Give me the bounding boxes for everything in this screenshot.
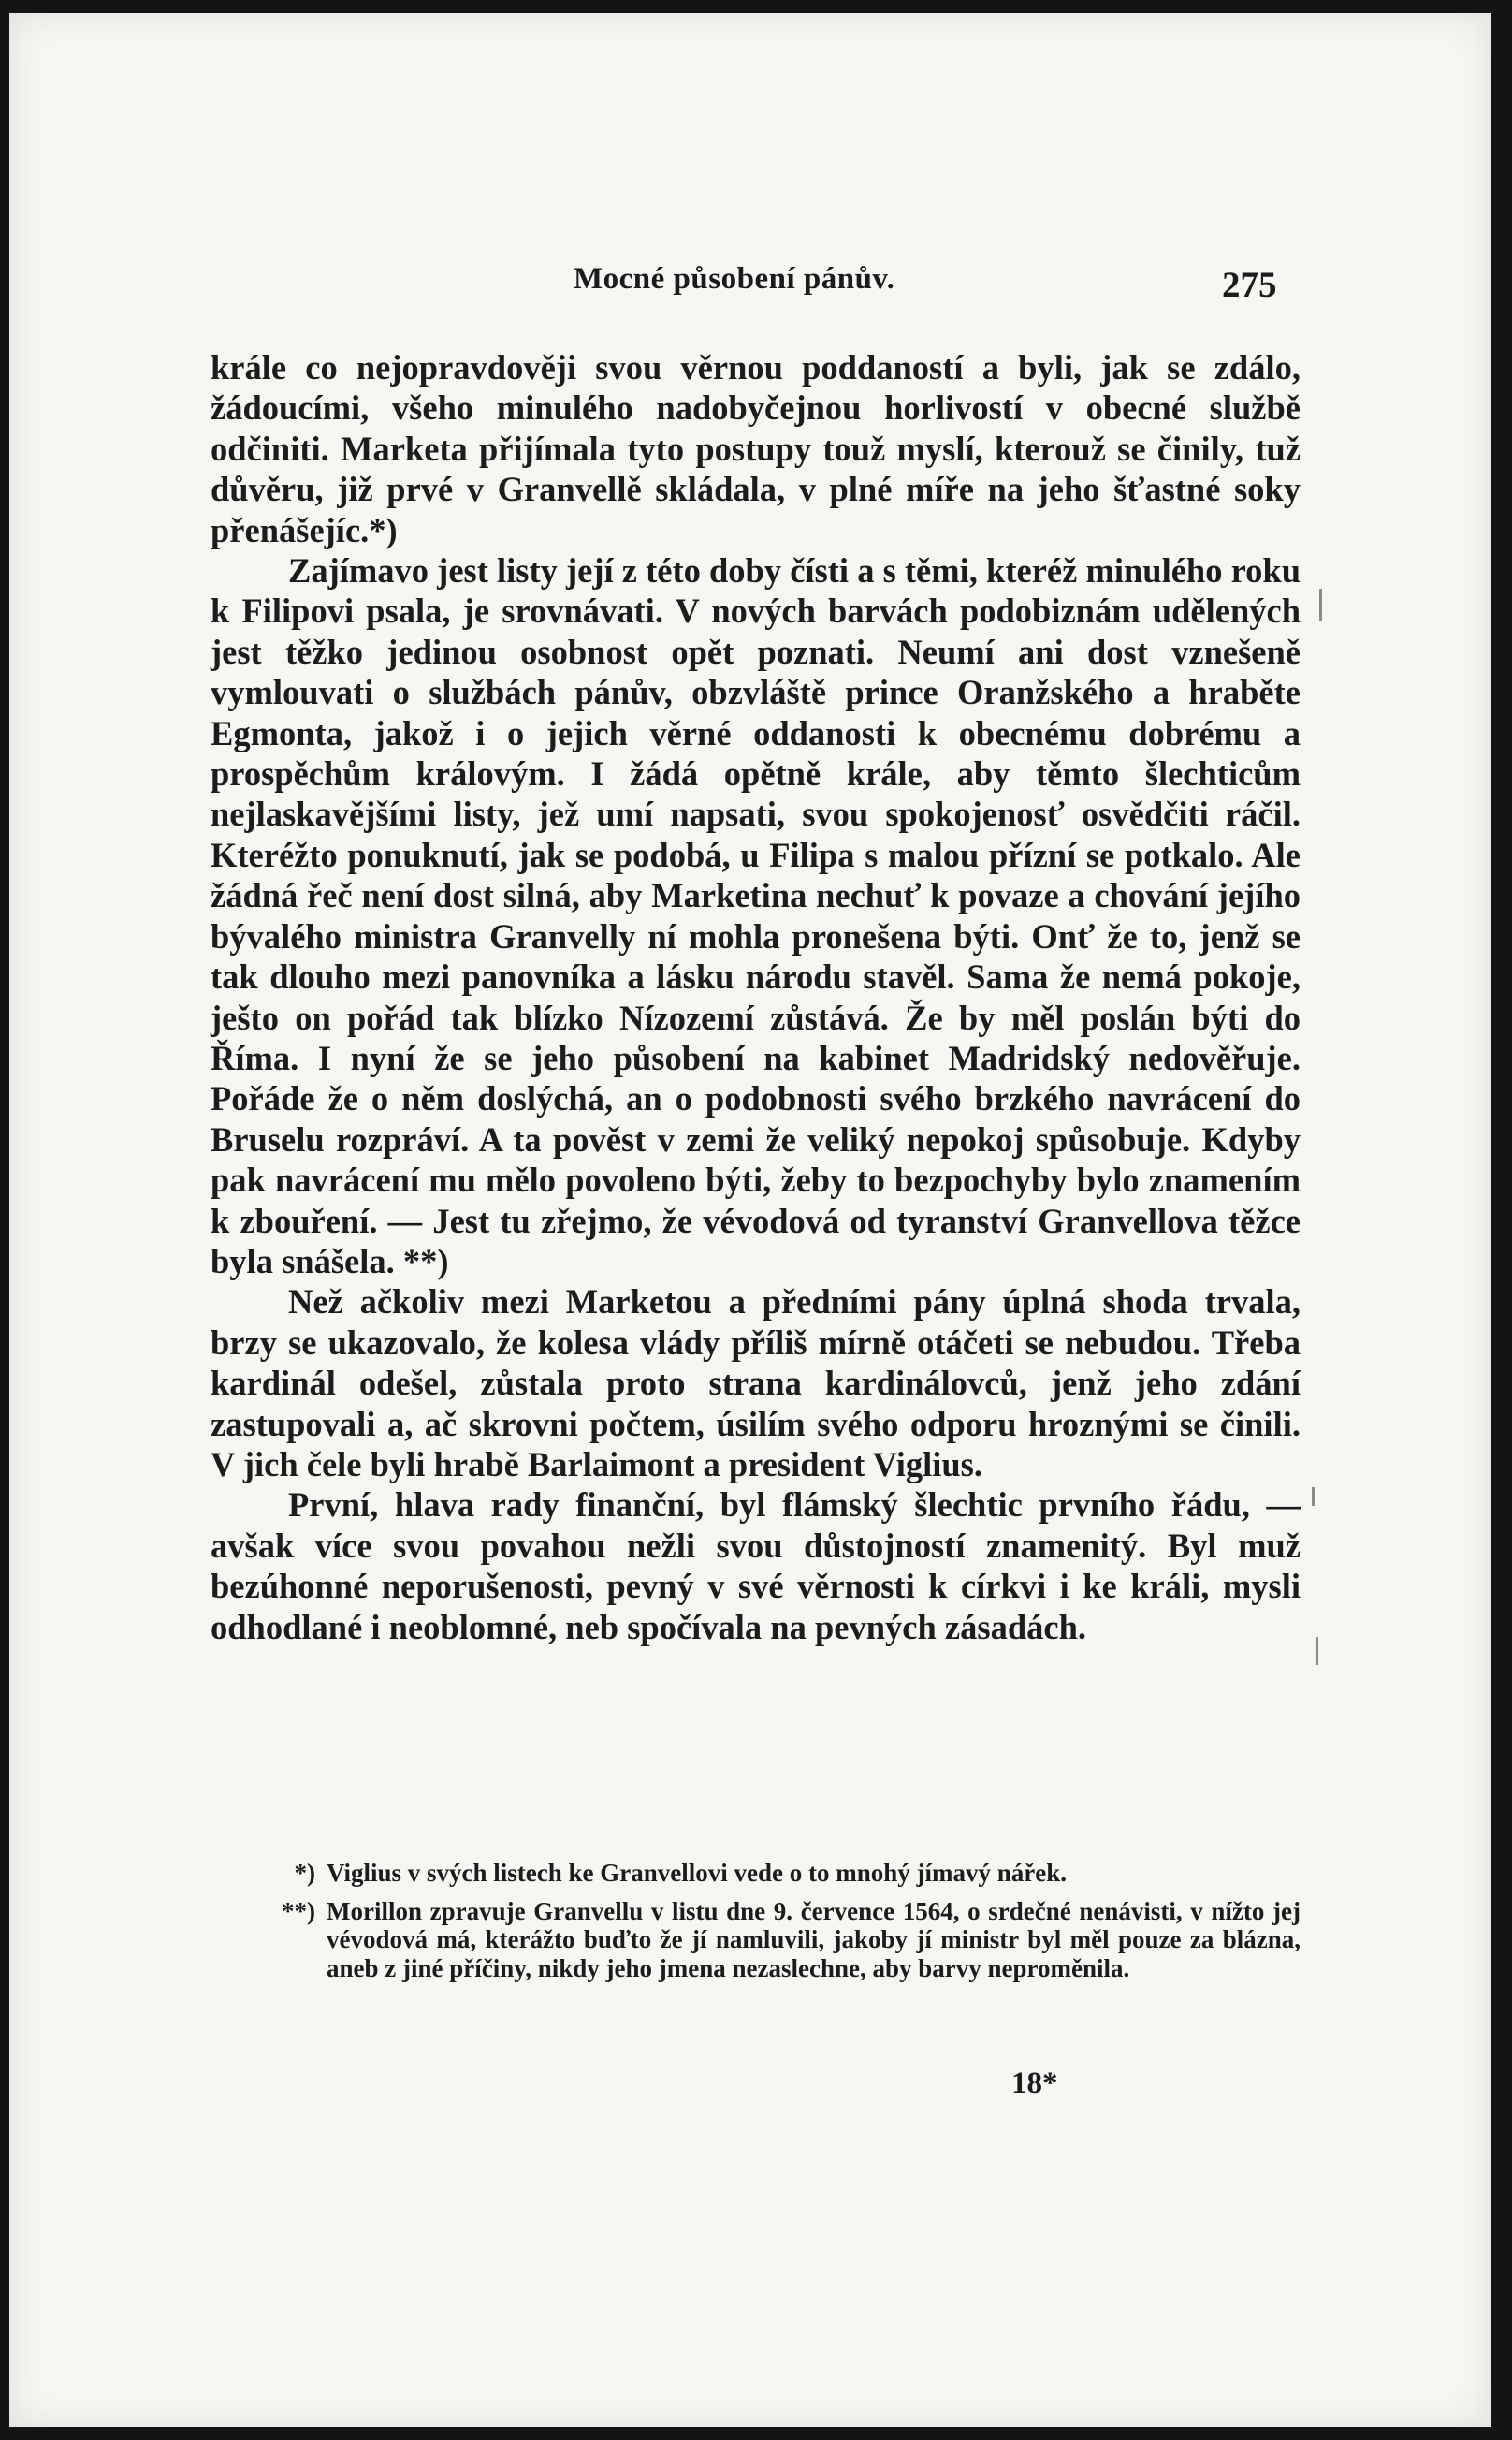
paragraph: Než ačkoliv mezi Marketou a předními pány úplná shoda trvala, brzy se ukazovalo, že kolesa vlády příliš mírně otáčeti se nebudou. Třeba kardinál odešel, zůstala proto strana kardinálovců, jenž jeho zdání zastupovali a, ač skrovni počtem, úsilím svého odporu hroznými se činili. V jich čele byli hrabě Barlaimont a president Viglius. xyxy=(211,1282,1301,1483)
paragraph: Zajímavo jest listy její z této doby čísti a s těmi, kteréž minulého roku k Filipovi psala, je srovnávati. V nových barvách podobiznám udělených jest těžko jedinou osobnost opět poznati. Neumí ani dost vznešeně vymlouvati o službách pánův, obzvláště prince Oranžského a hraběte Egmonta, jakož i o jejich věrné oddanosti k obecnému dobrému a prospěchům královým. I žádá opětně krále, aby těmto šlechticům nejlaskavějšími listy, jež umí napsati, svou spokojenosť osvědčiti ráčil. Kteréžto ponuknutí, jak se podobá, u Filipa s malou přízní se potkalo. Ale žádná řeč není dost silná, aby Marketina nechuť k povaze a chování jejího bývalého ministra Granvelly ní mohla pronešena býti. Onť že to, jenž se tak dlouho mezi panovníka a lásku národu stavěl. Sama že nemá pokoje, ješto on pořád tak blízko Nízozemí zůstává. Že by měl poslán býti do Říma. I nyní že se jeho působení na kabinet Madridský nedověřuje. Pořáde že o něm doslýchá, an o podobnosti svého brzkého navrácení do Bruselu rozpráví. A ta pověst v zemi že veliký nepokoj spůsobuje. Kdyby pak navrácení mu mělo povoleno býti, žeby to bezpochyby bylo znamením k zbouření. — Jest tu zřejmo, že vévodová od tyranství Granvellova těžce byla snášela. **) xyxy=(211,551,1301,1280)
footnote xyxy=(257,1859,1301,1888)
margin-pencil-mark xyxy=(1319,589,1322,621)
footnote-mark: **) xyxy=(282,1896,315,1925)
page-header xyxy=(9,262,1491,318)
book-page xyxy=(9,13,1491,2427)
running-title: Mocné působení pánův. xyxy=(574,262,895,296)
body-text xyxy=(211,347,1301,1647)
footnotes xyxy=(257,1859,1301,1992)
paragraph: krále co nejopravdověji svou věrnou poddaností a byli, jak se zdálo, žádoucími, všeho minulého nadobyčejnou horlivostí v obecné službě odčiniti. Marketa přijímala tyto postupy touž myslí, kterouž se činily, tuž důvěru, již prvé v Granvellě skládala, v plné míře na jeho šťastné soky přenášejíc.*) xyxy=(211,348,1301,549)
footnote-text: Viglius v svých listech ke Granvellovi vede o to mnohý jímavý nářek. xyxy=(327,1859,1067,1887)
paragraph: První, hlava rady finanční, byl flámský šlechtic prvního řádu, — avšak více svou povahou nežli svou důstojností znamenitý. Byl muž bezúhonné neporušenosti, pevný v své věrnosti k církvi i ke králi, mysli odhodlané i neoblomné, neb spočívala na pevných zásadách. xyxy=(211,1485,1301,1646)
page-number: 275 xyxy=(1222,265,1277,305)
footnote xyxy=(257,1897,1301,1983)
signature-mark: 18* xyxy=(1011,2067,1058,2100)
footnote-text: Morillon zpravuje Granvellu v listu dne 9. července 1564, o srdečné nenávisti, v nížto jej vévodová má, kterážto buďto že jí namluvili, jakoby jí ministr byl měl pouze za blázna, aneb z jiné příčiny, nikdy jeho jmena nezaslechne, aby barvy neproměnila. xyxy=(327,1896,1301,1982)
margin-pencil-mark xyxy=(1316,1637,1318,1665)
margin-pencil-mark xyxy=(1312,1487,1315,1506)
footnote-mark: *) xyxy=(294,1859,315,1887)
